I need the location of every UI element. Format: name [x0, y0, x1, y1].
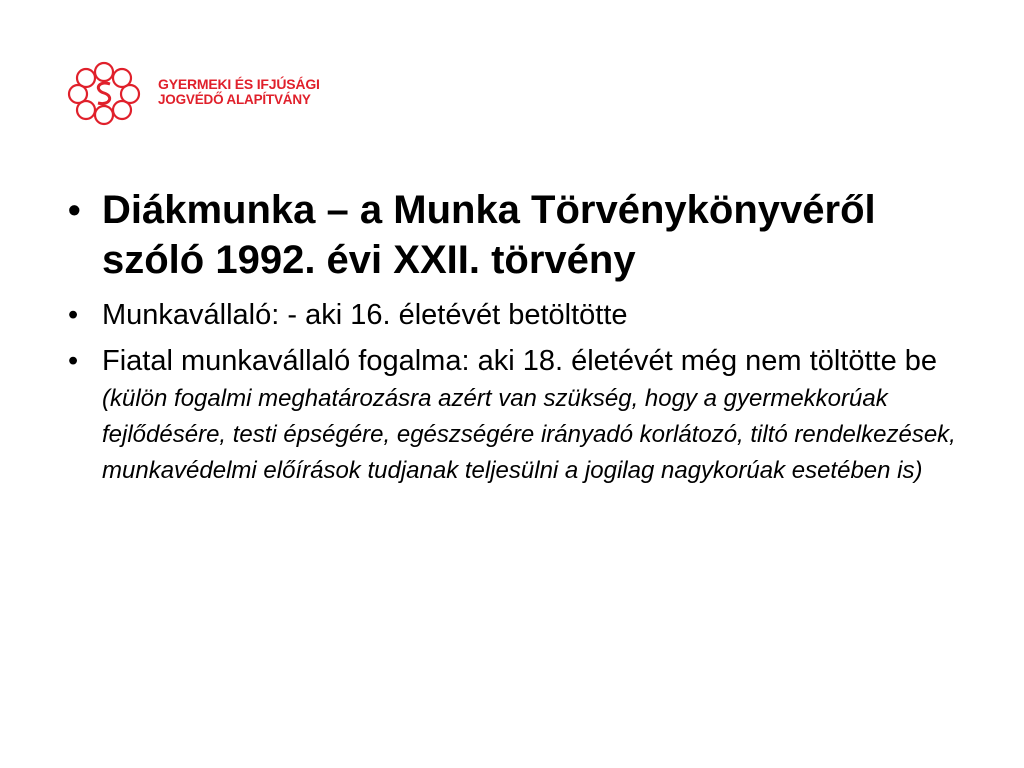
bullet-note: (külön fogalmi meghatározásra azért van szükség, hogy a gyermekkorúak fejlődésére, testi épségére, egészségére irányadó korlátozó, tiltó rendelkezések, munkavédelmi előírások tudjanak teljesülni a jogilag nagykorúak esetében is)	[102, 385, 956, 484]
slide-content	[62, 185, 962, 497]
bullet-list	[62, 185, 962, 487]
bullet-marker: •	[68, 345, 79, 377]
foundation-logo-icon	[60, 58, 148, 126]
bullet-item-young-worker	[62, 343, 962, 487]
bullet-item-worker	[62, 297, 962, 333]
logo	[60, 58, 320, 126]
bullet-text: Munkavállaló: - aki 16. életévét betöltötte	[102, 299, 628, 331]
bullet-item-heading	[62, 185, 962, 285]
logo-line-2: JOGVÉDŐ ALAPÍTVÁNY	[158, 92, 311, 107]
bullet-text: Fiatal munkavállaló fogalma: aki 18. életévét még nem töltötte be	[102, 345, 938, 377]
bullet-marker: •	[68, 299, 79, 331]
logo-text	[158, 77, 320, 107]
bullet-marker: •	[68, 189, 81, 230]
logo-line-1: GYERMEKI ÉS IFJÚSÁGI	[158, 76, 320, 92]
bullet-text: Diákmunka – a Munka Törvénykönyvéről szóló 1992. évi XXII. törvény	[102, 188, 876, 282]
